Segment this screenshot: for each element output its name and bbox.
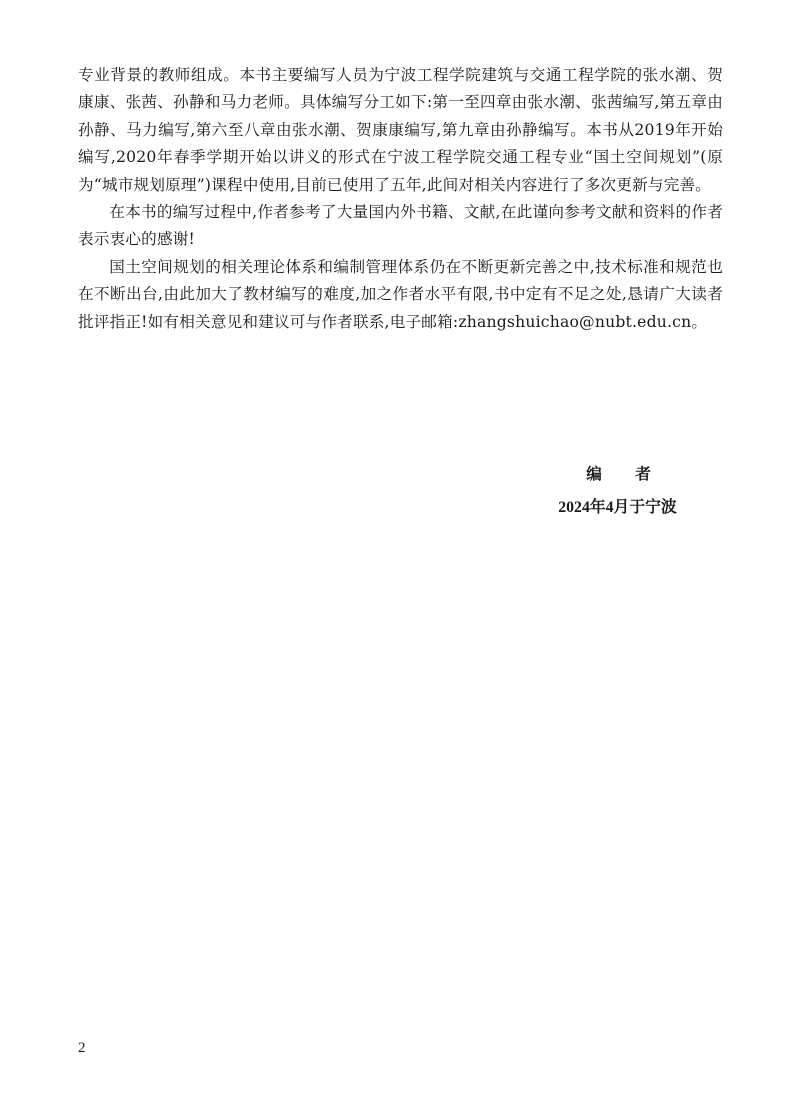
page-number: 2	[78, 1040, 86, 1056]
paragraph-acknowledgement: 在本书的编写过程中,作者参考了大量国内外书籍、文献,在此谨向参考文献和资料的作者表示衷心的感谢!	[78, 203, 723, 249]
signature-date-place: 2024年4月于宁波	[558, 499, 677, 516]
preface-body	[78, 62, 723, 336]
paragraph-authorship: 专业背景的教师组成。本书主要编写人员为宁波工程学院建筑与交通工程学院的张水潮、贺康康、张茜、孙静和马力老师。具体编写分工如下:第一至四章由张水潮、张茜编写,第五章由孙静、马力编写,第六至八章由张水潮、贺康康编写,第九章由孙静编写。本书从2019年开始编写,2020年春季学期开始以讲义的形式在宁波工程学院交通工程专业“国土空间规划”(原为“城市规划原理”)课程中使用,目前已使用了五年,此间对相关内容进行了多次更新与完善。	[78, 66, 723, 194]
paragraph-feedback: 国土空间规划的相关理论体系和编制管理体系仍在不断更新完善之中,技术标准和规范也在不断出台,由此加大了教材编写的难度,加之作者水平有限,书中定有不足之处,恳请广大读者批评指正!如有相关意见和建议可与作者联系,电子邮箱:zhangshuichao@nubt.edu.cn。	[78, 257, 723, 331]
signature-editor: 编 者	[586, 464, 665, 483]
